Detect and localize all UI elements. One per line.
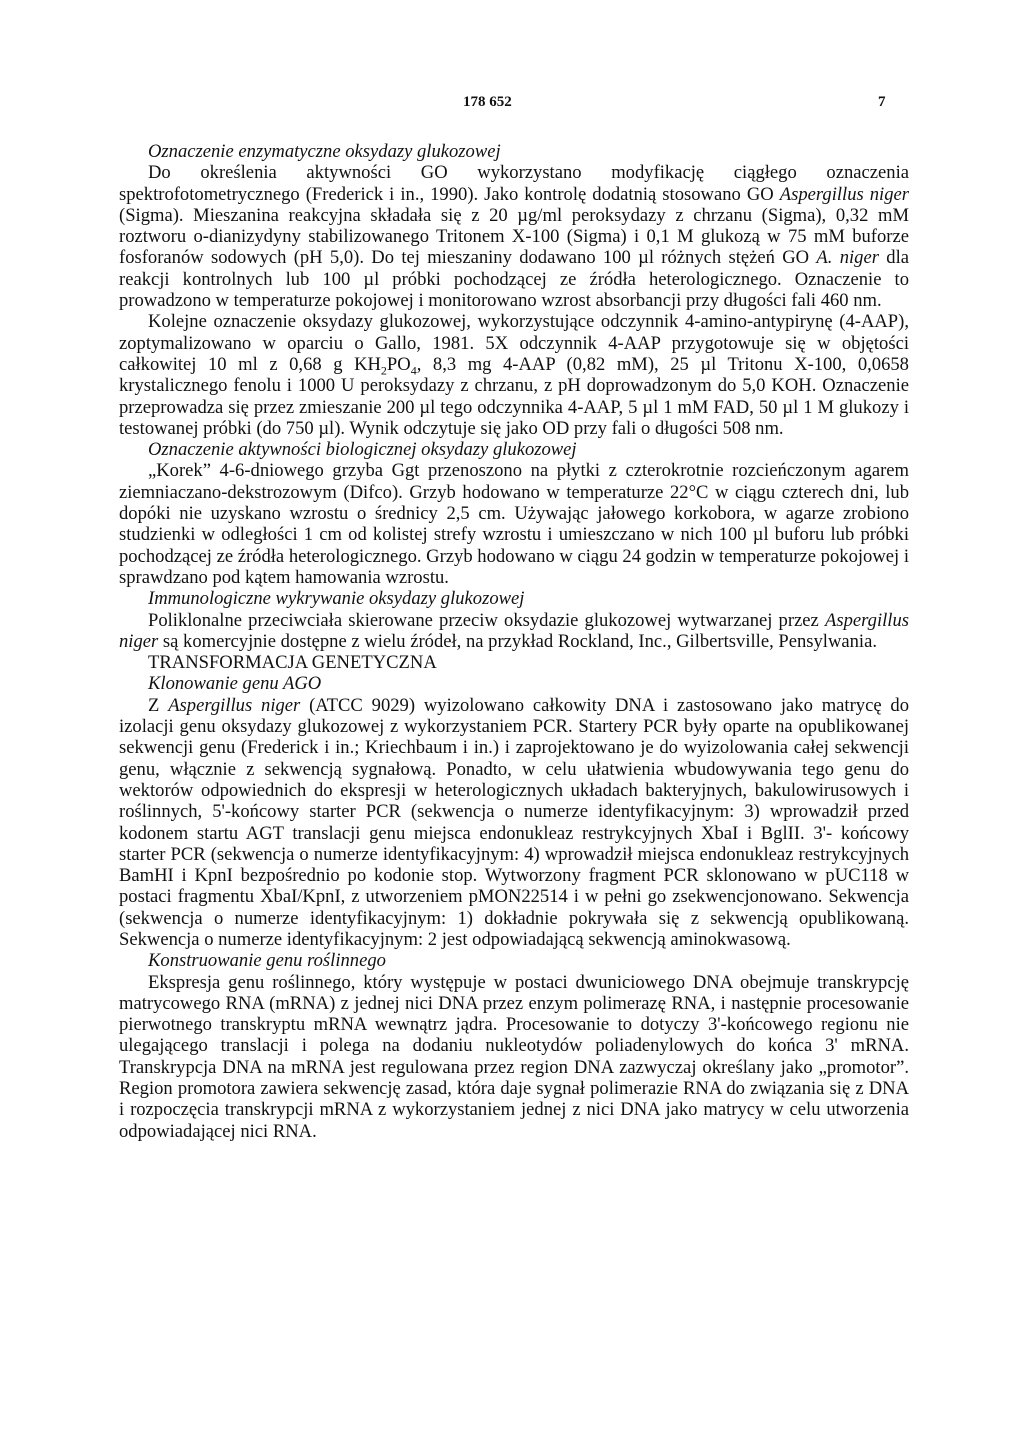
section-heading-genetic-transformation: TRANSFORMACJA GENETYCZNA (148, 652, 437, 674)
document-number: 178 652 (463, 94, 512, 110)
section-heading-ago-cloning: Klonowanie genu AGO (148, 673, 322, 695)
paragraph-4aap-assay: Kolejne oznaczenie oksydazy glukozowej, wykorzystujące odczynnik 4-amino-antypirynę (4-AAP), zoptymalizowano w oparciu o Gallo, 1981. 5X odczynnik 4-AAP przygotowuje się w objętości całkowitej 10 ml z 0,68 g $KH_2PO_4$, 8,3 mg 4-AAP (0,82 mM), 25 µl Tritonu X-100, 0,0658 krystalicznego fenolu i 1000 U peroksydazy z chrzanu, z pH doprowadzonym do 5,0 KOH. Oznaczenie przeprowadza się przez zmieszanie 200 µl tego odczynnika 4-AAP, 5 µl 1 mM FAD, 50 µl 1 M glukozy i testowanej próbki (do 750 µl). Wynik odczytuje się jako OD przy fali o długości 508 nm. (119, 311, 909, 439)
page-header (0, 94, 1024, 118)
paragraph-immunological-detection: Poliklonalne przeciwciała skierowane przeciw oksydazie glukozowej wytwarzanej przez Aspergillus niger są komercyjnie dostępne z wielu źródeł, na przykład Rockland, Inc., Gilbertsville, Pensylwania. (119, 609, 909, 652)
section-heading-biological-activity: Oznaczenie aktywności biologicznej oksydazy glukozowej (148, 439, 577, 461)
paragraph-plant-gene-construction: Ekspresja genu roślinnego, który występuje w postaci dwuniciowego DNA obejmuje transkrypcję matrycowego RNA (mRNA) z jednej nici DNA przez enzym polimerazę RNA, i następnie procesowanie pierwotnego transkryptu mRNA wewnątrz jądra. Procesowanie to dotyczy 3'-końcowego regionu nie ulegającego translacji i polega na dodaniu nukleotydów poliadenylowych do końca 3' mRNA. Transkrypcja DNA na mRNA jest regulowana przez region DNA zazwyczaj określany jako „promotor”. Region promotora zawiera sekwencję zasad, która daje sygnał polimerazie RNA do związania się z DNA i rozpoczęcia transkrypcji mRNA z wykorzystaniem jednej z nici DNA jako matrycy w celu utworzenia odpowiadającej nici RNA. (119, 971, 909, 1142)
page-number: 7 (878, 94, 886, 110)
section-heading-enzymatic-assay: Oznaczenie enzymatyczne oksydazy glukozowej (148, 141, 501, 162)
paragraph-ago-cloning: Z Aspergillus niger (ATCC 9029) wyizolowano całkowity DNA i zastosowano jako matrycę do izolacji genu oksydazy glukozowej z wykorzystaniem PCR. Startery PCR były oparte na opublikowanej sekwencji genu (Frederick i in.; Kriechbaum i in.) i zaprojektowano je do wyizolowania całej sekwencji genu, włącznie z sekwencją sygnałową. Ponadto, w celu ułatwienia wbudowywania tego genu do wektorów odpowiednich do ekspresji w heterologicznych układach bakteryjnych, bakulowirusowych i roślinnych, 5'-końcowy starter PCR (sekwencja o numerze identyfikacyjnym: 3) wprowadził przed kodonem startu AGT translacji genu miejsca endonukleaz restrykcyjnych XbaI i BglII. 3'- końcowy starter PCR (sekwencja o numerze identyfikacyjnym: 4) wprowadził miejsca endonukleaz restrykcyjnych BamHI i KpnI bezpośrednio po kodonie stop. Wytworzony fragment PCR sklonowano w pUC118 w postaci fragmentu XbaI/KpnI, z utworzeniem pMON22514 i w pełni go zsekwencjonowano. Sekwencja (sekwencja o numerze identyfikacyjnym: 1) dokładnie pokrywała się z sekwencją opublikowaną. Sekwencja o numerze identyfikacyjnym: 2 jest odpowiadającą sekwencją aminokwasową. (119, 694, 909, 950)
paragraph-biological-activity: „Korek” 4-6-dniowego grzyba Ggt przenoszono na płytki z czterokrotnie rozcieńczonym agarem ziemniaczano-dekstrozowym (Difco). Grzyb hodowano w temperaturze 22°C w ciągu czterech dni, lub dopóki nie uzyskano wzrostu o średnicy 2,5 cm. Używając jałowego korkobora, w agarze zrobiono studzienki w odległości 1 cm od kolistej strefy wzrostu i umieszczano w nich 100 µl buforu lub próbki pochodzącej ze źródła heterologicznego. Grzyb hodowano w ciągu 24 godzin w temperaturze pokojowej i sprawdzano pod kątem hamowania wzrostu. (119, 460, 909, 588)
section-heading-plant-gene-construction: Konstruowanie genu roślinnego (148, 950, 386, 972)
section-heading-immunological-detection: Immunologiczne wykrywanie oksydazy glukozowej (148, 588, 525, 610)
paragraph-enzymatic-assay: Do określenia aktywności GO wykorzystano modyfikację ciągłego oznaczenia spektrofotometrycznego (Frederick i in., 1990). Jako kontrolę dodatnią stosowano GO Aspergillus niger (Sigma). Mieszanina reakcyjna składała się z 20 µg/ml peroksydazy z chrzanu (Sigma), 0,32 mM roztworu o-dianizydyny stabilizowanego Tritonem X-100 (Sigma) i 0,1 M glukozą w 75 mM buforze fosforanów sodowych (pH 5,0). Do tej mieszaniny dodawano 100 µl różnych stężeń GO A. niger dla reakcji kontrolnych lub 100 µl próbki pochodzącej ze źródła heterologicznego. Oznaczenie to prowadzono w temperaturze pokojowej i monitorowano wzrost absorbancji przy długości fali 460 nm. (119, 162, 910, 312)
document-body (119, 141, 909, 1142)
